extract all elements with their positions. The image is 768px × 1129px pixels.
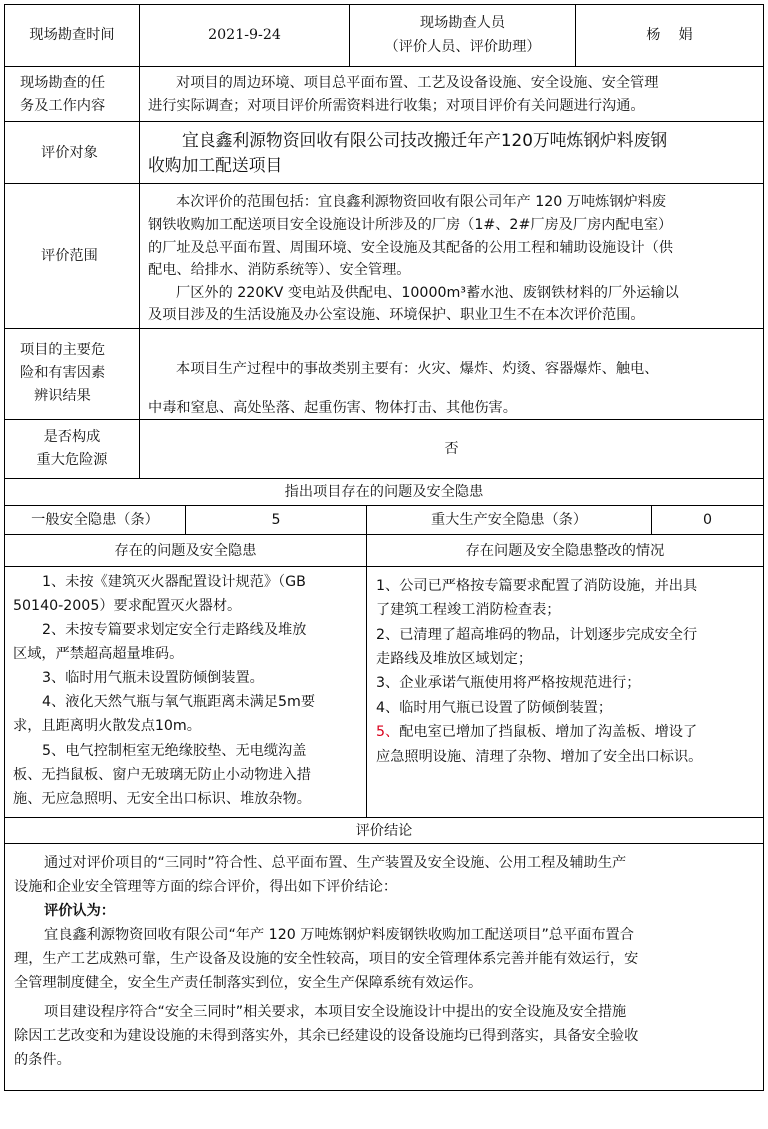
fix-line: 3、企业承诺气瓶使用将严格按规范进行； [376, 675, 641, 691]
conclusion-p3-line-2: 除因工艺改变和为建设设施的未得到落实外，其余已经建设的设备设施均已得到落实，具备安全验收 [14, 1028, 639, 1044]
issue-line: 2、未按专篇要求划定安全行走路线及堆放 [42, 622, 307, 638]
issue-line: 区域，严禁超高超量堆码。 [13, 646, 184, 662]
fix-line: 2、已清理了超高堆码的物品，计划逐步完成安全行 [376, 627, 698, 643]
hazard-section-title: 指出项目存在的问题及安全隐患 [284, 484, 484, 500]
general-hazard-label: 一般安全隐患（条） [31, 512, 159, 528]
fix-number-highlight: 5、 [376, 724, 400, 740]
staff-name: 杨 娟 [646, 27, 693, 43]
conclusion-title: 评价结论 [355, 823, 413, 839]
conclusion-p2-line-2: 理，生产工艺成熟可靠，生产设备及设施的安全性较高，项目的安全管理体系完善并能有效运行，安 [14, 951, 639, 967]
object-line-1: 宜良鑫利源物资回收有限公司技改搬迁年产120万吨炼钢炉料废钢 [182, 130, 668, 150]
fix-line: 了建筑工程竣工消防检查表； [376, 602, 561, 618]
risk-line-1: 本项目生产过程中的事故类别主要有：火灾、爆炸、灼烫、容器爆炸、触电、 [176, 361, 659, 377]
conclusion-p1-line-2: 设施和企业安全管理等方面的综合评价，得出如下评价结论： [14, 879, 398, 895]
object-label: 评价对象 [41, 145, 98, 161]
conclusion-p3-line-3: 的条件。 [14, 1052, 71, 1068]
issue-line: 50140-2005）要求配置灭火器材。 [13, 598, 242, 614]
scope-line-5: 厂区外的 220KV 变电站及供配电、10000m³蓄水池、废钢铁材料的厂外运输以 [176, 285, 679, 301]
scope-line-2: 钢铁收购加工配送项目安全设施设计所涉及的厂房（1#、2#厂房及厂房内配电室） [148, 217, 673, 233]
conclusion-p2-line-3: 全管理制度健全，安全生产责任制落实到位，安全生产保障系统有效运作。 [14, 975, 483, 991]
scope-line-4: 配电、给排水、消防系统等）、安全管理。 [148, 262, 411, 278]
issue-line: 板、无挡鼠板、窗户无玻璃无防止小动物进入措 [13, 767, 311, 783]
scope-line-3: 的厂址及总平面布置、周围环境、安全设施及其配备的公用工程和辅助设施设计（供 [148, 240, 673, 256]
major-hazard-label: 重大生产安全隐患（条） [430, 512, 588, 528]
major-label-2: 重大危险源 [36, 452, 108, 468]
task-label-2: 务及工作内容 [20, 98, 106, 114]
fix-line-text: 配电室已增加了挡鼠板、增加了沟盖板、增设了 [399, 724, 698, 740]
major-label-1: 是否构成 [43, 429, 101, 445]
conclusion-p3-line-1: 项目建设程序符合“安全三同时”相关要求，本项目安全设施设计中提出的安全设施及安全措施 [44, 1004, 627, 1020]
risk-line-2: 中毒和窒息、高处坠落、起重伤害、物体打击、其他伤害。 [148, 400, 517, 416]
issues-column-header: 存在的问题及安全隐患 [114, 543, 257, 559]
task-line-1: 对项目的周边环境、项目总平面布置、工艺及设备设施、安全设施、安全管理 [176, 75, 659, 91]
major-hazard-value: 0 [702, 512, 713, 528]
risk-label-1: 项目的主要危 [20, 342, 106, 358]
fix-line: 走路线及堆放区域划定； [376, 651, 533, 667]
task-label-1: 现场勘查的任 [20, 75, 106, 91]
time-label: 现场勘查时间 [29, 27, 115, 43]
issue-line: 4、液化天然气瓶与氧气瓶距离未满足5m要 [42, 694, 316, 710]
major-value: 否 [444, 441, 459, 457]
time-value: 2021-9-24 [208, 27, 281, 43]
conclusion-p2-line-1: 宜良鑫利源物资回收有限公司“年产 120 万吨炼钢炉料废钢铁收购加工配送项目”总平面布置合 [44, 927, 634, 943]
fix-line-highlighted [376, 721, 697, 744]
issue-line: 施、无应急照明、无安全出口标识、堆放杂物。 [13, 791, 311, 807]
fix-line: 1、公司已严格按专篇要求配置了消防设施，并出具 [376, 578, 698, 594]
task-line-2: 进行实际调查；对项目评价所需资料进行收集；对项目评价有关问题进行沟通。 [148, 98, 645, 114]
issue-line: 3、临时用气瓶未设置防倾倒装置。 [42, 670, 264, 686]
fix-line: 4、临时用气瓶已设置了防倾倒装置； [376, 700, 613, 716]
conclusion-p1-line-1: 通过对评价项目的“三同时”符合性、总平面布置、生产装置及安全设施、公用工程及辅助生产 [44, 855, 627, 871]
staff-sublabel: （评价人员、评价助理） [384, 39, 541, 55]
issue-line: 求，且距离明火散发点10m。 [13, 718, 201, 734]
issue-line: 5、电气控制柜室无绝缘胶垫、无电缆沟盖 [42, 743, 307, 759]
issue-line: 1、未按《建筑灭火器配置设计规范》（GB [42, 574, 306, 590]
conclusion-heading: 评价认为： [44, 903, 115, 919]
risk-label-2: 险和有害因素 [20, 365, 106, 381]
fixes-column-header: 存在问题及安全隐患整改的情况 [465, 543, 665, 559]
general-hazard-value: 5 [271, 512, 281, 528]
object-line-2: 收购加工配送项目 [148, 155, 283, 175]
fix-line: 应急照明设施、清理了杂物、增加了安全出口标识。 [376, 749, 703, 765]
scope-line-1: 本次评价的范围包括：宜良鑫利源物资回收有限公司年产 120 万吨炼钢炉料废 [176, 194, 667, 210]
staff-label: 现场勘查人员 [419, 15, 506, 31]
risk-label-3: 辨识结果 [34, 388, 91, 404]
scope-label: 评价范围 [41, 248, 98, 264]
scope-line-6: 及项目涉及的生活设施及办公室设施、环境保护、职业卫生不在本次评价范围。 [148, 307, 645, 323]
